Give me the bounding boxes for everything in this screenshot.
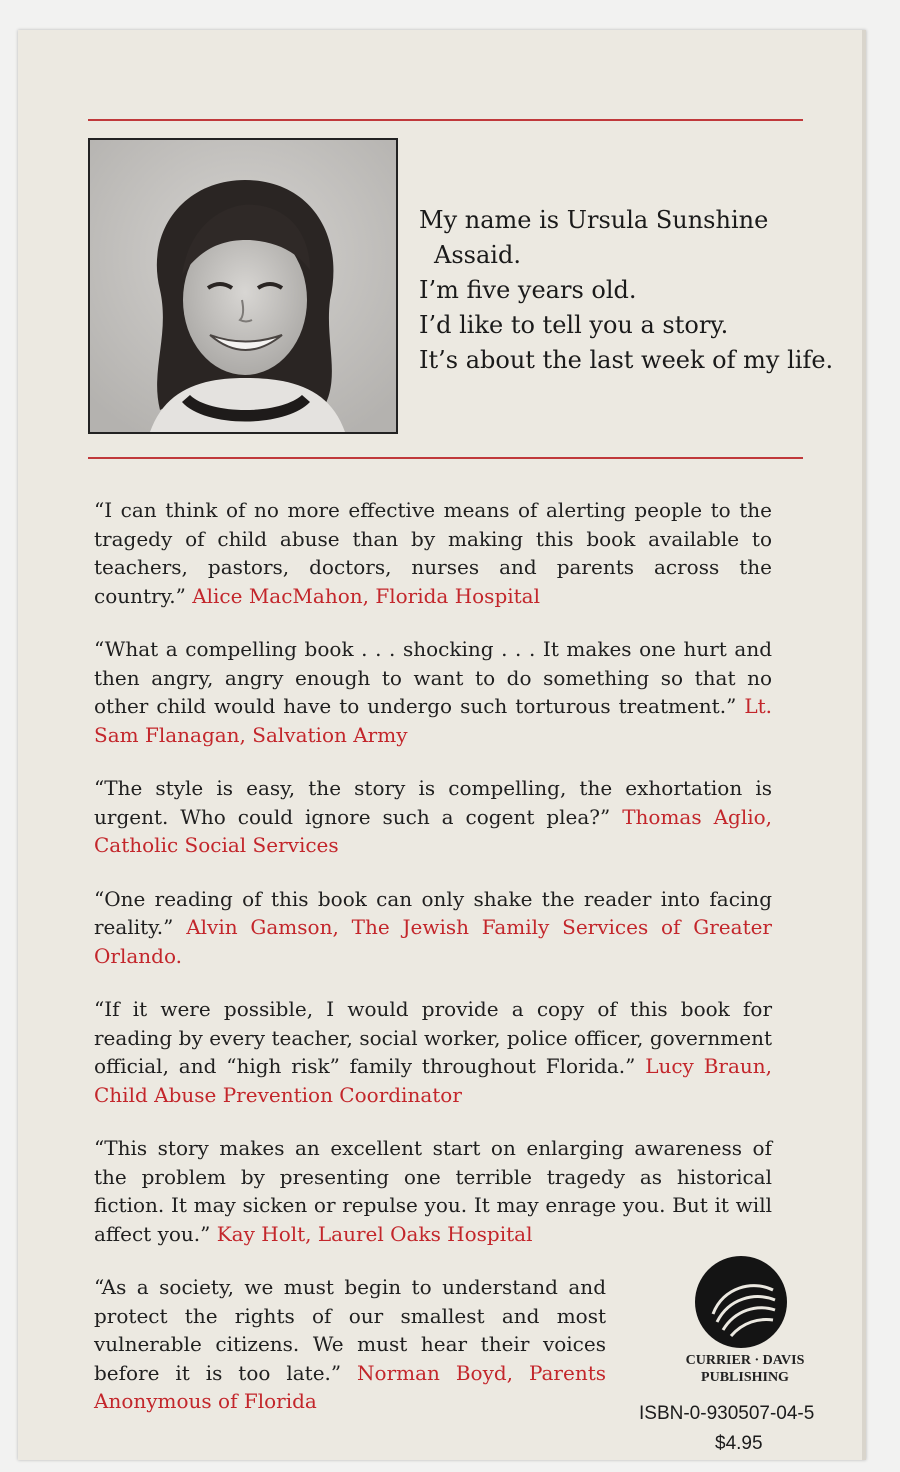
cover-edge-shade (862, 30, 866, 1460)
intro-line-3: I’m five years old. (419, 276, 637, 304)
price-label: $4.95 (715, 1433, 763, 1454)
quote-source: Lt. Sam Flanagan, Salvation Army (94, 694, 772, 747)
quote-source: Kay Holt, Laurel Oaks Hospital (216, 1221, 533, 1246)
intro-line-5: It’s about the last week of my life. (419, 346, 834, 374)
quote-source: Lucy Braun, Child Abuse Prevention Coordinator (94, 1054, 772, 1107)
quote-text: “The style is easy, the story is compelling, the exhortation is urgent. Who could ignore such a cogent plea?” (94, 776, 772, 829)
publisher-line-2: PUBLISHING (701, 1370, 789, 1385)
quote-text: “This story makes an excellent start on enlarging awareness of the problem by presenting one terrible tragedy as historical fiction. It may sicken or repulse you. It may enrage you. But it will affect you.” (94, 1136, 772, 1246)
quote-source: Alvin Gamson, The Jewish Family Services of Greater Orlando. (94, 915, 772, 968)
quote-source: Norman Boyd, Parents Anonymous of Florida (94, 1360, 607, 1413)
intro-line-2: Assaid. (434, 241, 521, 269)
quote-text: “What a compelling book . . . shocking . . . It makes one hurt and then angry, angry enough to want to do something so that no other child would have to undergo such torturous treatment.” (94, 637, 772, 718)
book-back-cover (18, 30, 866, 1460)
middle-red-rule (88, 457, 803, 459)
quote-source: Alice MacMahon, Florida Hospital (192, 583, 540, 608)
intro-line-4: I’d like to tell you a story. (419, 311, 729, 339)
endorsement-quote (94, 1134, 772, 1248)
endorsement-quotes (94, 496, 772, 1441)
quote-text: “As a society, we must begin to understand and protect the rights of our smallest and most vulnerable citizens. We must hear their voices before it is too late.” (94, 1275, 606, 1385)
endorsement-quote (94, 885, 772, 971)
child-portrait-illustration (90, 140, 396, 432)
endorsement-quote (94, 1273, 606, 1416)
isbn-number: ISBN-0-930507-04-5 (639, 1403, 815, 1424)
quote-source: Thomas Aglio, Catholic Social Services (94, 804, 773, 857)
publisher-name (670, 1352, 820, 1386)
child-portrait-photo (88, 138, 398, 434)
endorsement-quote (94, 774, 772, 860)
quote-text: “If it were possible, I would provide a copy of this book for reading by every teacher, social worker, police officer, government official, and “high risk” family throughout Florida.” (94, 997, 772, 1078)
endorsement-quote (94, 995, 772, 1109)
endorsement-quote (94, 496, 772, 610)
quote-text: “I can think of no more effective means of alerting people to the tragedy of child abuse than by making this book available to teachers, pastors, doctors, nurses and parents across the country.” (94, 498, 772, 608)
top-red-rule (88, 119, 803, 121)
endorsement-quote (94, 635, 772, 749)
currier-davis-logo-icon (693, 1252, 789, 1352)
intro-statement (419, 203, 834, 378)
intro-line-1: My name is Ursula Sunshine (419, 206, 769, 234)
quote-text: “One reading of this book can only shake the reader into facing reality.” (94, 886, 772, 939)
publisher-line-1: CURRIER · DAVIS (685, 1353, 805, 1368)
